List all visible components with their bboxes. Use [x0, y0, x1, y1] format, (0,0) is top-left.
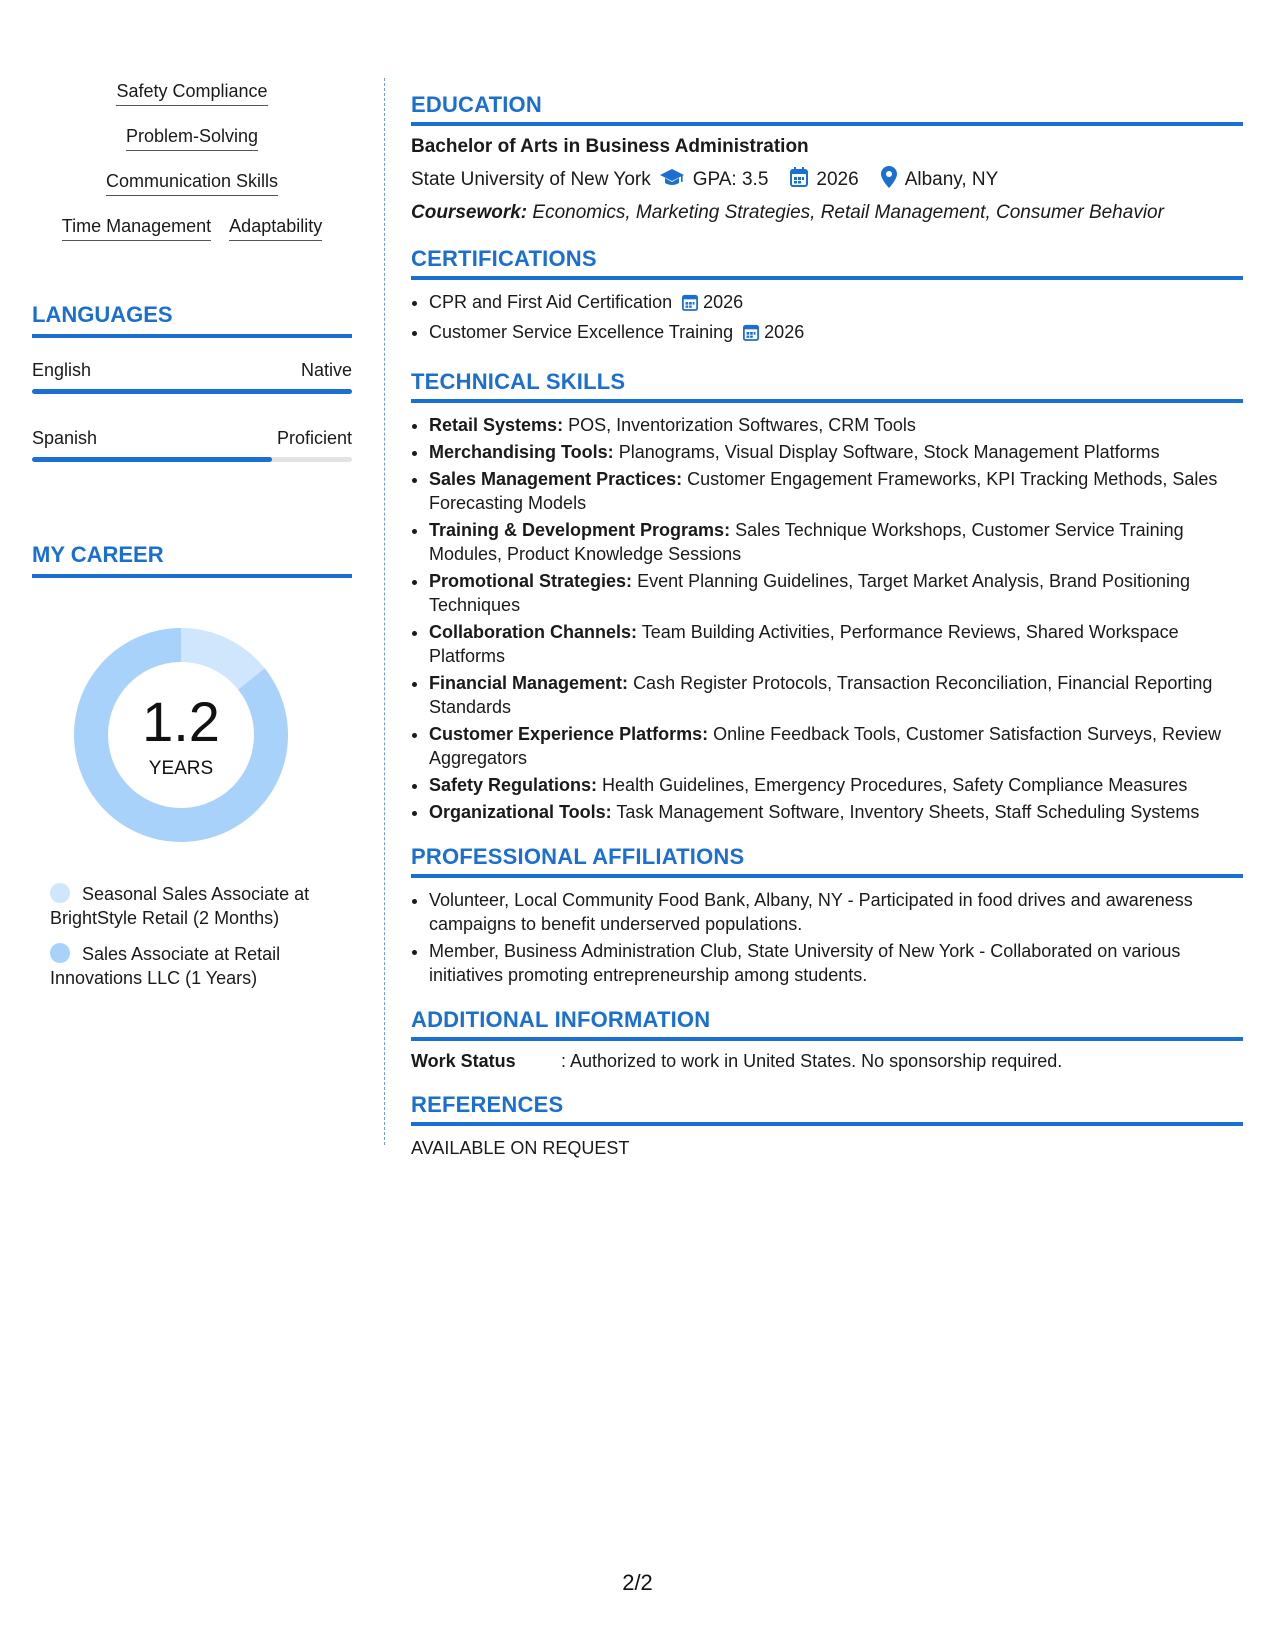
calendar-icon	[790, 167, 808, 193]
technical-skills-list	[411, 413, 1243, 824]
skill-details: Event Planning Guidelines, Target Market Analysis, Brand Positioning Techniques	[429, 571, 1191, 615]
skill-tag: Communication Skills	[106, 170, 278, 196]
legend-item	[50, 942, 352, 990]
map-pin-icon	[881, 166, 897, 194]
affiliations-section	[411, 844, 1243, 987]
certifications-section	[411, 246, 1243, 347]
skill-category: Training & Development Programs:	[429, 520, 731, 540]
gpa: GPA: 3.5	[692, 169, 769, 190]
education-section	[411, 92, 1243, 224]
list-item	[429, 773, 1243, 797]
skill-details: POS, Inventorization Softwares, CRM Tools	[568, 415, 916, 435]
page-number: 2/2	[622, 1570, 653, 1595]
list-item: • Volunteer, Local Community Food Bank, Albany, NY - Participated in food drives and awareness campaigns to benefit underserved populations.	[429, 888, 1243, 936]
cert-name: Customer Service Excellence Training	[429, 322, 734, 342]
legend-dot	[50, 883, 70, 903]
skill-tag: Safety Compliance	[116, 80, 267, 106]
column-divider	[384, 78, 385, 1145]
skill-details: Cash Register Protocols, Transaction Reconciliation, Financial Reporting Standards	[429, 673, 1213, 717]
certifications-heading: CERTIFICATIONS	[411, 246, 1243, 280]
career-unit: YEARS	[148, 758, 214, 779]
coursework-label: Coursework:	[411, 202, 528, 223]
skill-category: Sales Management Practices:	[429, 469, 683, 489]
language-name: Spanish	[32, 428, 98, 448]
list-item	[429, 290, 1243, 317]
graduation-cap-icon	[659, 167, 685, 193]
career-legend	[50, 882, 352, 990]
list-item	[429, 800, 1243, 824]
languages-heading: LANGUAGES	[32, 302, 352, 338]
skills-cloud	[32, 80, 352, 241]
cert-year: 2026	[703, 292, 744, 312]
sidebar	[32, 80, 352, 988]
school-name: State University of New York	[411, 169, 651, 190]
skill-category: Collaboration Channels:	[429, 622, 638, 642]
graduation-year: 2026	[816, 169, 859, 190]
language-bar-fill	[32, 457, 272, 462]
skill-details: Team Building Activities, Performance Reviews, Shared Workspace Platforms	[429, 622, 1179, 666]
skill-category: Financial Management:	[429, 673, 629, 693]
calendar-icon	[682, 293, 698, 317]
skill-details: Sales Technique Workshops, Customer Service Training Modules, Product Knowledge Sessions	[429, 520, 1184, 564]
additional-info-heading: ADDITIONAL INFORMATION	[411, 1007, 1243, 1041]
language-item	[32, 360, 352, 394]
cert-name: CPR and First Aid Certification	[429, 292, 673, 312]
affiliations-list	[411, 888, 1243, 987]
legend-dot	[50, 943, 70, 963]
language-bar	[32, 457, 352, 462]
list-item	[429, 413, 1243, 437]
calendar-icon	[743, 323, 759, 347]
skill-category: Merchandising Tools:	[429, 442, 614, 462]
languages-section	[32, 302, 352, 462]
legend-item	[50, 882, 352, 930]
education-details	[411, 166, 1243, 194]
language-level: Proficient	[276, 428, 352, 448]
skill-details: Planograms, Visual Display Software, Stock Management Platforms	[618, 442, 1160, 462]
career-heading: MY CAREER	[32, 542, 352, 578]
list-item	[429, 620, 1243, 668]
skill-details: Online Feedback Tools, Customer Satisfaction Surveys, Review Aggregators	[429, 724, 1222, 768]
career-donut	[66, 620, 296, 850]
references-heading: REFERENCES	[411, 1092, 1243, 1126]
skill-category: Customer Experience Platforms:	[429, 724, 709, 744]
career-total: 1.2	[142, 690, 220, 753]
list-item	[429, 671, 1243, 719]
list-item	[429, 320, 1243, 347]
degree: Bachelor of Arts in Business Administration	[411, 136, 809, 157]
skill-tag: Problem-Solving	[126, 125, 258, 151]
legend-label: Sales Associate at Retail Innovations LLC (1 Years)	[50, 944, 281, 988]
skill-tag: Adaptability	[229, 215, 322, 241]
work-status-label: Work Status	[411, 1051, 516, 1071]
list-item	[429, 722, 1243, 770]
work-status-row	[411, 1051, 1243, 1072]
references-section	[411, 1092, 1243, 1159]
language-item	[32, 428, 352, 462]
language-bar-fill	[32, 389, 352, 394]
certifications-list	[411, 290, 1243, 347]
skill-category: Safety Regulations:	[429, 775, 598, 795]
skill-category: Promotional Strategies:	[429, 571, 633, 591]
list-item	[429, 518, 1243, 566]
list-item	[429, 440, 1243, 464]
work-status-value: : Authorized to work in United States. No sponsorship required.	[561, 1051, 1063, 1071]
language-name: English	[32, 360, 92, 380]
legend-label: Seasonal Sales Associate at BrightStyle Retail (2 Months)	[50, 884, 310, 928]
additional-info-section	[411, 1007, 1243, 1072]
references-text: AVAILABLE ON REQUEST	[411, 1138, 630, 1158]
list-item	[429, 467, 1243, 515]
skill-tag: Time Management	[62, 215, 211, 241]
cert-year: 2026	[764, 322, 805, 342]
coursework	[411, 202, 1243, 224]
language-level: Native	[300, 360, 352, 380]
list-item: • Member, Business Administration Club, State University of New York - Collaborated on various initiatives promoting entrepreneurship among students.	[429, 939, 1243, 987]
technical-skills-section	[411, 369, 1243, 824]
education-heading: EDUCATION	[411, 92, 1243, 126]
school-location: Albany, NY	[904, 169, 999, 190]
skill-details: Customer Engagement Frameworks, KPI Tracking Methods, Sales Forecasting Models	[429, 469, 1218, 513]
coursework-list: Economics, Marketing Strategies, Retail Management, Consumer Behavior	[532, 202, 1164, 223]
list-item	[429, 569, 1243, 617]
language-bar	[32, 389, 352, 394]
donut-segment	[181, 645, 251, 679]
skill-details: Health Guidelines, Emergency Procedures, Safety Compliance Measures	[602, 775, 1188, 795]
skill-category: Organizational Tools:	[429, 802, 612, 822]
technical-skills-heading: TECHNICAL SKILLS	[411, 369, 1243, 403]
affiliations-heading: PROFESSIONAL AFFILIATIONS	[411, 844, 1243, 878]
skill-category: Retail Systems:	[429, 415, 564, 435]
career-section	[32, 542, 352, 1002]
skill-details: Task Management Software, Inventory Sheets, Staff Scheduling Systems	[616, 802, 1200, 822]
main-content	[411, 92, 1243, 1173]
